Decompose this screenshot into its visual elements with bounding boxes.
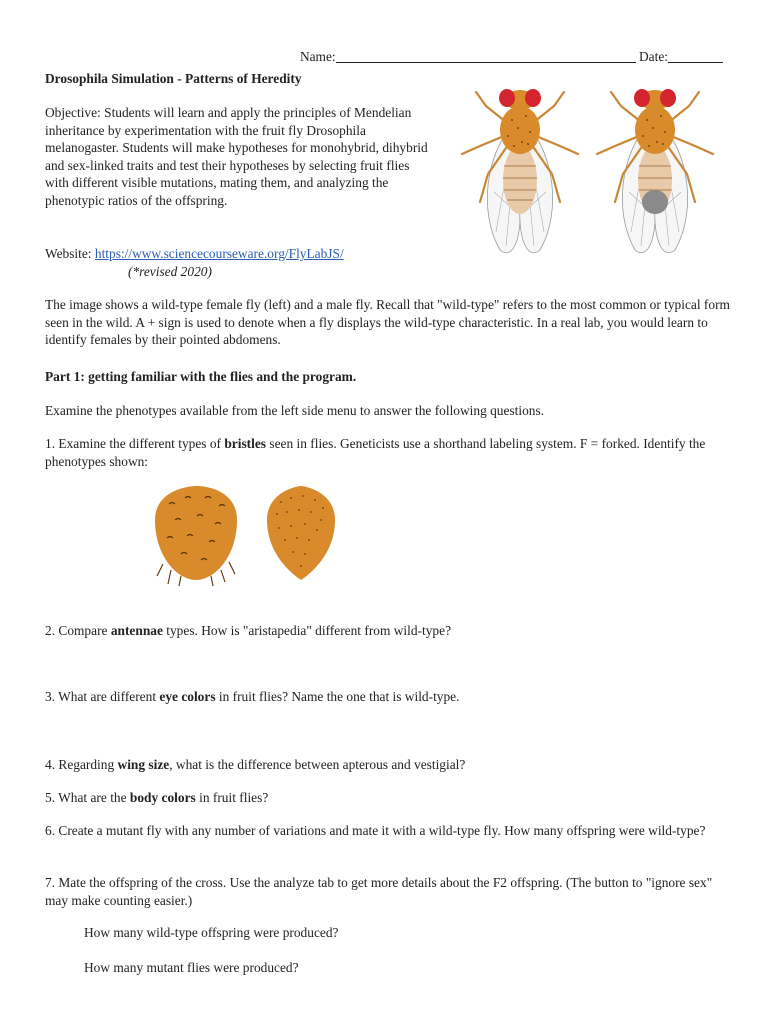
page-title: Drosophila Simulation - Patterns of Heredity	[45, 71, 302, 86]
q5-bold: body colors	[129, 790, 196, 805]
objective-paragraph: Objective: Students will learn and apply the principles of Mendelian inheritance by experimentation with the fruit fly Drosophila melanogaster. Students will make hypotheses for monohybrid, dihybrid and sex-linked traits and test their hypotheses by selecting fruit flies with different visible mutations, mating them, and analyzing the phenotypic ratios of the offspring.	[45, 105, 428, 208]
question-1	[45, 435, 735, 470]
website-label: Website:	[45, 246, 92, 261]
part1-instructions: Examine the phenotypes available from the left side menu to answer the following questions.	[45, 403, 545, 418]
q2-pre: 2. Compare	[45, 623, 111, 638]
q4-bold: wing size	[117, 757, 170, 772]
q1-bold: bristles	[224, 436, 267, 451]
q3-pre: 3. What are different	[45, 689, 160, 704]
question-5	[45, 789, 735, 807]
revised-note: (*revised 2020)	[128, 264, 212, 279]
name-field[interactable]	[336, 49, 636, 63]
q5-post: in fruit flies?	[195, 790, 269, 805]
q2-post: types. How is "aristapedia" different from wild-type?	[162, 623, 452, 638]
q3-bold: eye colors	[159, 689, 216, 704]
fly-illustrations	[455, 82, 725, 262]
website-line	[45, 245, 344, 263]
wild-type-bristles-thorax	[267, 486, 335, 580]
question-3	[45, 688, 735, 706]
bristle-illustrations	[145, 482, 365, 588]
question-7: 7. Mate the offspring of the cross. Use the analyze tab to get more details about the F2 offspring. (The button to "ignore sex" may make counting easier.)	[45, 875, 713, 908]
question-6: 6. Create a mutant fly with any number of variations and mate it with a wild-type fly. How many offspring were wild-type?	[45, 823, 706, 838]
date-field[interactable]	[668, 49, 723, 63]
q2-bold: antennae	[110, 623, 163, 638]
forked-bristles-thorax	[155, 486, 237, 586]
q1-post: seen in flies. Geneticists use a shorthand labeling system. F = forked. Identify the phenotypes shown:	[45, 436, 706, 469]
question-7a: How many wild-type offspring were produced?	[84, 925, 339, 940]
name-label: Name:	[299, 49, 336, 64]
q4-post: , what is the difference between apterous and vestigial?	[169, 757, 466, 772]
part1-heading: Part 1: getting familiar with the flies and the program.	[45, 369, 357, 384]
q5-pre: 5. What are the	[45, 790, 130, 805]
question-4	[45, 756, 735, 774]
q1-pre: 1. Examine the different types of	[45, 436, 225, 451]
name-date-line	[300, 48, 723, 66]
q3-post: in fruit flies? Name the one that is wild-type.	[215, 689, 460, 704]
question-7b: How many mutant flies were produced?	[84, 960, 299, 975]
date-label: Date:	[639, 49, 668, 64]
website-link[interactable]: https://www.sciencecourseware.org/FlyLabJS/	[94, 246, 344, 261]
q4-pre: 4. Regarding	[45, 757, 118, 772]
question-2	[45, 622, 735, 640]
intro-paragraph: The image shows a wild-type female fly (left) and a male fly. Recall that "wild-type" refers to the most common or typical form seen in the wild. A + sign is used to denote when a fly displays the wild-type characteristic. In a real lab, you would learn to identify females by their pointed abdomens.	[45, 297, 730, 347]
